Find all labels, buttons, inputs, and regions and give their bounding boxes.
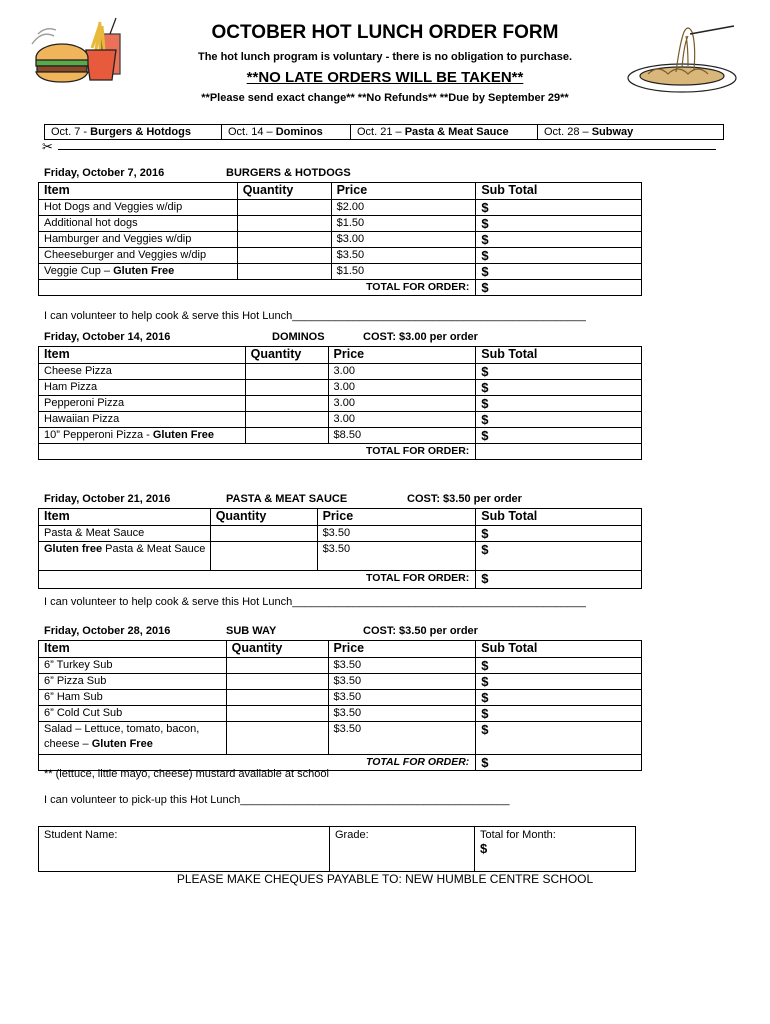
subtotal-input[interactable]: $	[476, 722, 642, 755]
no-late-orders-note: **NO LATE ORDERS WILL BE TAKEN**	[246, 69, 524, 86]
col-item: Item	[39, 347, 246, 364]
total-label: TOTAL FOR ORDER:	[39, 280, 476, 296]
quantity-input[interactable]	[226, 722, 328, 755]
quantity-input[interactable]	[245, 380, 328, 396]
condiment-note: ** (lettuce, little mayo, cheese) mustard available at school	[44, 768, 329, 780]
col-price: Price	[331, 183, 476, 200]
col-price: Price	[317, 509, 476, 526]
item-name: Hawaiian Pizza	[39, 412, 246, 428]
schedule-item-oct7: Oct. 7 - Burgers & Hotdogs	[45, 125, 222, 139]
subtotal-input[interactable]: $	[476, 412, 642, 428]
subtotal-input[interactable]: $	[476, 264, 642, 280]
item-name: Veggie Cup – Gluten Free	[39, 264, 238, 280]
item-name: Hamburger and Veggies w/dip	[39, 232, 238, 248]
quantity-input[interactable]	[226, 674, 328, 690]
section-vendor: BURGERS & HOTDOGS	[226, 167, 351, 179]
col-quantity: Quantity	[245, 347, 328, 364]
schedule-bar	[44, 124, 724, 140]
subtotal-input[interactable]: $	[476, 248, 642, 264]
total-month-label: Total for Month:	[480, 829, 556, 841]
total-month-dollar: $	[480, 841, 488, 856]
subtotal-input[interactable]: $	[476, 706, 642, 722]
item-price: $1.50	[331, 264, 476, 280]
item-price: $3.50	[331, 248, 476, 264]
item-price: $3.50	[317, 542, 476, 571]
item-name: Gluten free Pasta & Meat Sauce	[39, 542, 211, 571]
item-price: 3.00	[328, 380, 476, 396]
item-price: 3.00	[328, 412, 476, 428]
grade-field[interactable]	[330, 827, 475, 872]
schedule-item-oct28: Oct. 28 – Subway	[544, 126, 634, 138]
item-name: 6” Turkey Sub	[39, 658, 227, 674]
item-price: $1.50	[331, 216, 476, 232]
quantity-input[interactable]	[226, 706, 328, 722]
col-price: Price	[328, 641, 476, 658]
col-price: Price	[328, 347, 476, 364]
subtotal-input[interactable]: $	[476, 396, 642, 412]
subtotal-input[interactable]: $	[476, 542, 642, 571]
quantity-input[interactable]	[210, 526, 317, 542]
volunteer-line: I can volunteer to help cook & serve this Hot Lunch________________________________________________	[44, 310, 586, 322]
col-subtotal: Sub Total	[476, 183, 642, 200]
subtotal-input[interactable]: $	[476, 658, 642, 674]
total-month-field[interactable]	[475, 827, 636, 872]
grade-label: Grade:	[335, 829, 369, 841]
item-name: Salad – Lettuce, tomato, bacon, cheese – Gluten Free	[39, 722, 227, 755]
subtotal-input[interactable]: $	[476, 690, 642, 706]
item-price: $8.50	[328, 428, 476, 444]
schedule-item-oct14: Oct. 14 – Dominos	[222, 125, 351, 139]
cut-line	[58, 149, 716, 150]
item-price: $3.50	[328, 706, 476, 722]
order-table-pasta	[38, 508, 642, 589]
item-name: Cheeseburger and Veggies w/dip	[39, 248, 238, 264]
item-name: 6” Pizza Sub	[39, 674, 227, 690]
item-name: 6” Ham Sub	[39, 690, 227, 706]
section-vendor: DOMINOS	[272, 331, 325, 343]
volunteer-line: I can volunteer to pick-up this Hot Lunch____________________________________________	[44, 794, 510, 806]
quantity-input[interactable]	[245, 412, 328, 428]
item-name: Pepperoni Pizza	[39, 396, 246, 412]
cheque-instructions: PLEASE MAKE CHEQUES PAYABLE TO: NEW HUMBLE CENTRE SCHOOL	[176, 872, 594, 886]
item-name: Cheese Pizza	[39, 364, 246, 380]
quantity-input[interactable]	[237, 200, 331, 216]
quantity-input[interactable]	[210, 542, 317, 571]
col-quantity: Quantity	[210, 509, 317, 526]
section-cost: COST: $3.00 per order	[363, 331, 478, 343]
quantity-input[interactable]	[245, 396, 328, 412]
total-input[interactable]: $	[476, 755, 642, 771]
schedule-item-oct21: Oct. 21 – Pasta & Meat Sauce	[351, 125, 538, 139]
col-item: Item	[39, 509, 211, 526]
section-cost: COST: $3.50 per order	[407, 493, 522, 505]
section-date: Friday, October 28, 2016	[44, 625, 171, 637]
order-table-dominos	[38, 346, 642, 460]
quantity-input[interactable]	[245, 364, 328, 380]
col-quantity: Quantity	[226, 641, 328, 658]
payment-notes: **Please send exact change** **No Refunds** **Due by September 29**	[201, 92, 569, 104]
item-price: 3.00	[328, 364, 476, 380]
order-table-burgers	[38, 182, 642, 296]
section-date: Friday, October 14, 2016	[44, 331, 171, 343]
subtotal-input[interactable]: $	[476, 428, 642, 444]
volunteer-line: I can volunteer to help cook & serve this Hot Lunch________________________________________________	[44, 596, 586, 608]
quantity-input[interactable]	[237, 248, 331, 264]
quantity-input[interactable]	[237, 264, 331, 280]
section-vendor: SUB WAY	[226, 625, 277, 637]
subtotal-input[interactable]: $	[476, 216, 642, 232]
order-table-subway	[38, 640, 642, 771]
total-input[interactable]	[476, 444, 642, 460]
voluntary-note: The hot lunch program is voluntary - there is no obligation to purchase.	[197, 51, 573, 63]
item-name: Additional hot dogs	[39, 216, 238, 232]
subtotal-input[interactable]: $	[476, 526, 642, 542]
item-price: $3.50	[328, 690, 476, 706]
item-price: $3.50	[328, 674, 476, 690]
section-date: Friday, October 7, 2016	[44, 167, 165, 179]
col-item: Item	[39, 641, 227, 658]
item-name: 10” Pepperoni Pizza - Gluten Free	[39, 428, 246, 444]
subtotal-input[interactable]: $	[476, 232, 642, 248]
quantity-input[interactable]	[237, 216, 331, 232]
scissors-icon: ✂	[42, 139, 53, 154]
col-subtotal: Sub Total	[476, 509, 642, 526]
subtotal-input[interactable]: $	[476, 364, 642, 380]
item-name: Ham Pizza	[39, 380, 246, 396]
item-price: $3.00	[331, 232, 476, 248]
item-price: $3.50	[317, 526, 476, 542]
total-input[interactable]: $	[476, 571, 642, 589]
student-info-table	[38, 826, 636, 872]
student-name-label: Student Name:	[44, 829, 118, 841]
item-name: Hot Dogs and Veggies w/dip	[39, 200, 238, 216]
col-item: Item	[39, 183, 238, 200]
total-label: TOTAL FOR ORDER:	[39, 755, 476, 771]
col-subtotal: Sub Total	[476, 641, 642, 658]
section-date: Friday, October 21, 2016	[44, 493, 171, 505]
subtotal-input[interactable]: $	[476, 380, 642, 396]
section-cost: COST: $3.50 per order	[363, 625, 478, 637]
form-title: OCTOBER HOT LUNCH ORDER FORM	[211, 22, 559, 43]
col-subtotal: Sub Total	[476, 347, 642, 364]
quantity-input[interactable]	[245, 428, 328, 444]
item-price: $2.00	[331, 200, 476, 216]
student-name-field[interactable]	[39, 827, 330, 872]
total-input[interactable]: $	[476, 280, 642, 296]
item-name: Pasta & Meat Sauce	[39, 526, 211, 542]
subtotal-input[interactable]: $	[476, 200, 642, 216]
quantity-input[interactable]	[226, 658, 328, 674]
subtotal-input[interactable]: $	[476, 674, 642, 690]
item-price: 3.00	[328, 396, 476, 412]
section-vendor: PASTA & MEAT SAUCE	[226, 493, 348, 505]
quantity-input[interactable]	[237, 232, 331, 248]
total-label: TOTAL FOR ORDER:	[39, 571, 476, 589]
item-name: 6” Cold Cut Sub	[39, 706, 227, 722]
quantity-input[interactable]	[226, 690, 328, 706]
item-price: $3.50	[328, 722, 476, 755]
total-label: TOTAL FOR ORDER:	[39, 444, 476, 460]
item-price: $3.50	[328, 658, 476, 674]
col-quantity: Quantity	[237, 183, 331, 200]
